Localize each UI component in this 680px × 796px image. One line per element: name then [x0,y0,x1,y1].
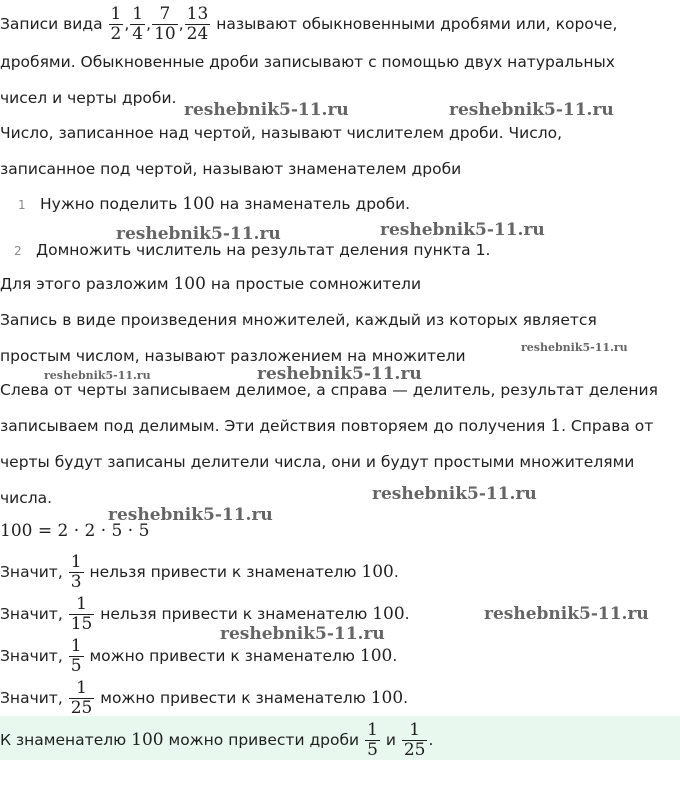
text: . [393,563,399,581]
step-number: 1 [18,198,26,212]
math-value: 100 [182,194,215,214]
fraction-1-3: $\frac{1}{3}$ [70,552,82,592]
check-1 [0,550,399,594]
answer-line [0,718,433,762]
text: можно привести к знаменателю [84,647,360,665]
comma: , [178,15,184,33]
text: Значит, [0,647,68,665]
watermark: reshebnik5-11.ru [521,341,628,354]
text: . [428,731,434,749]
comma: , [146,15,152,33]
watermark: reshebnik5-11.ru [44,369,151,382]
math-value: 100 [359,646,393,666]
text: К знаменателю [0,731,132,749]
intro-line-3: чисел и черты дроби. [0,89,177,107]
watermark: reshebnik5-11.ru [449,100,614,120]
watermark: reshebnik5-11.ru [220,624,385,644]
text: записываем под делимым. Эти действия повторяем до получения [0,417,551,435]
math-value: 1 [550,416,562,436]
factorization-equation: 100 = 2 · 2 · 5 · 5 [0,521,150,541]
factor-line-3: простым числом, называют разложением на множители [0,347,466,365]
text: Для этого разложим [0,275,174,293]
fraction-7-10: $\frac{7}{10}$ [154,4,176,44]
text: . [392,647,398,665]
watermark: reshebnik5-11.ru [116,224,281,244]
comma: , [124,15,130,33]
text: . [403,689,409,707]
text: Значит, [0,563,68,581]
step-number: 2 [14,244,22,258]
text: на простые сомножители [205,275,422,293]
text: . [404,605,410,623]
text: нельзя привести к знаменателю [84,563,362,581]
watermark: reshebnik5-11.ru [184,100,349,120]
fraction-1-4: $\frac{1}{4}$ [132,4,144,44]
fraction-1-15: $\frac{1}{15}$ [70,594,93,634]
fraction-1-25: $\frac{1}{25}$ [70,678,93,718]
step-text: Домножить числитель на результат деления пункта 1. [36,241,491,259]
intro-text: Записи вида [0,15,108,33]
math-value: 100 [131,730,164,750]
answer-fraction-1-25: $\frac{1}{25}$ [403,720,426,760]
fraction-13-24: $\frac{13}{24}$ [186,4,209,44]
math-value: 100 [370,688,404,708]
factor-line-2: Запись в виде произведения множителей, каждый из которых является [0,311,597,329]
math-value: 100 [361,562,394,582]
text: можно привести к знаменателю [95,689,371,707]
watermark: reshebnik5-11.ru [257,364,422,384]
text: Значит, [0,605,68,623]
text: нельзя привести к знаменателю [95,605,373,623]
watermark: reshebnik5-11.ru [372,484,537,504]
factor-line-6: черты будут записаны делители числа, они и будут простыми множителями [0,453,635,471]
fraction-1-5: $\frac{1}{5}$ [70,636,82,676]
watermark: reshebnik5-11.ru [484,604,649,624]
step-text: на знаменатель дроби. [214,195,411,213]
intro-line-2: дробями. Обыкновенные дроби записывают с помощью двух натуральных [0,53,615,71]
intro-line-1 [0,2,617,46]
answer-fraction-1-5: $\frac{1}{5}$ [367,720,378,760]
math-value: 100 [372,604,405,624]
text: . Справа от [561,417,654,435]
watermark: reshebnik5-11.ru [380,220,545,240]
text: можно привести дроби [163,731,365,749]
text: и [380,731,401,749]
text: Значит, [0,689,68,707]
factor-line-5 [0,416,653,436]
factor-line-4: Слева от черты записываем делимое, а справа — делитель, результат деления [0,381,658,399]
step-text: Нужно поделить [40,195,183,213]
factor-line-1 [0,274,421,294]
intro-line-5: записанное под чертой, называют знаменателем дроби [0,160,462,178]
intro-text: называют обыкновенными дробями или, короче, [211,15,618,33]
math-value: 100 [173,274,206,294]
factor-line-7: числа. [0,489,53,507]
fraction-1-2: $\frac{1}{2}$ [110,4,122,44]
check-4 [0,676,408,720]
intro-line-4: Число, записанное над чертой, называют числителем дроби. Число, [0,124,563,142]
watermark: reshebnik5-11.ru [108,505,273,525]
step-1 [18,194,410,215]
